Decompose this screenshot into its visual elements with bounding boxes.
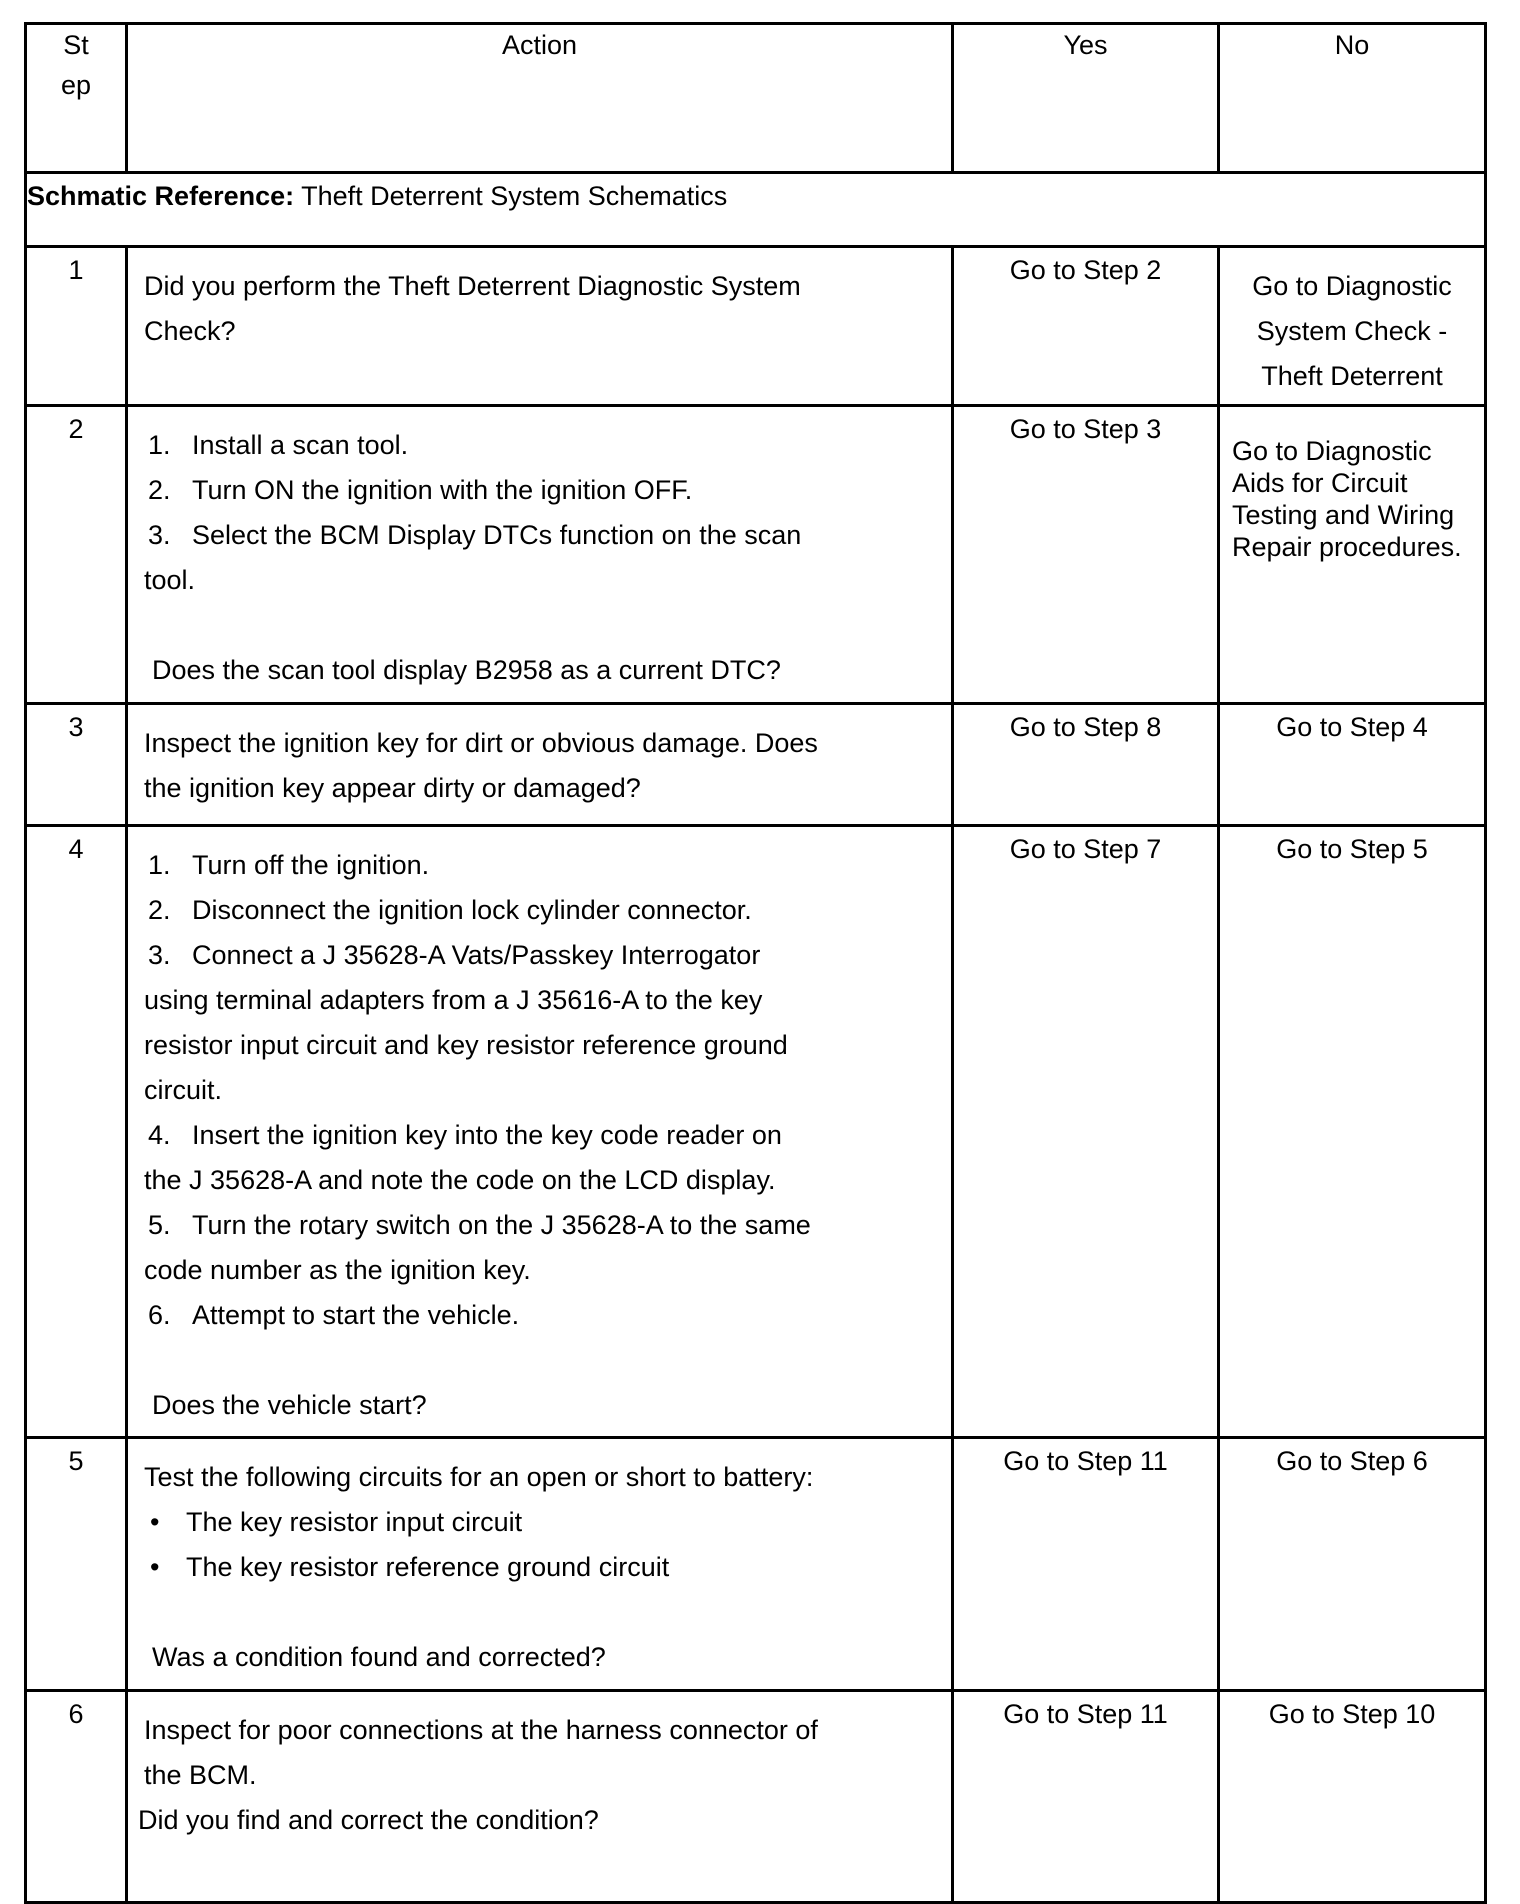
- yes-cell: [953, 1691, 1219, 1903]
- yes-cell: [953, 826, 1219, 1438]
- no-link[interactable]: Go to Diagnostic System Check - Theft Deterrent: [1252, 271, 1452, 391]
- no-link[interactable]: Go to Step 5: [1276, 834, 1428, 864]
- step-number: 3: [26, 704, 127, 826]
- action-question: Did you find and correct the condition?: [138, 1805, 599, 1835]
- step-number: 5: [26, 1438, 127, 1691]
- step-number: 2: [26, 406, 127, 704]
- step-number: 6: [26, 1691, 127, 1903]
- diagnostic-table: [24, 22, 1487, 1904]
- no-cell: [1219, 247, 1486, 406]
- yes-link[interactable]: Go to Step 2: [1009, 255, 1162, 285]
- action-cell: [127, 406, 953, 704]
- no-cell: [1219, 1691, 1486, 1903]
- header-yes: Yes: [953, 24, 1219, 173]
- table-row: [26, 1438, 1486, 1691]
- action-text: Inspect for poor connections at the harness connector of: [144, 1715, 818, 1745]
- table-row: [26, 406, 1486, 704]
- schematic-reference-row: [26, 173, 1486, 247]
- action-text: using terminal adapters from a J 35616-A to the key: [144, 985, 763, 1015]
- list-item: 1. Turn off the ignition.: [148, 850, 430, 880]
- action-question: Does the scan tool display B2958 as a current DTC?: [152, 655, 781, 685]
- no-link[interactable]: Go to Step 4: [1276, 712, 1428, 742]
- bullet-item: • The key resistor input circuit: [150, 1507, 523, 1537]
- action-text: Inspect the ignition key for dirt or obvious damage. Does: [144, 728, 818, 758]
- schematic-reference-link: Theft Deterrent System Schematics: [301, 181, 728, 211]
- no-cell: [1219, 826, 1486, 1438]
- action-text: tool.: [144, 565, 196, 595]
- schematic-reference: [26, 173, 1486, 247]
- table-row: [26, 704, 1486, 826]
- no-cell: [1219, 406, 1486, 704]
- action-text: the J 35628-A and note the code on the LCD display.: [144, 1165, 776, 1195]
- header-row: [26, 24, 1486, 173]
- step-number: 1: [26, 247, 127, 406]
- schematic-reference-label: Schmatic Reference:: [27, 181, 295, 211]
- yes-link[interactable]: Go to Step 7: [1009, 834, 1162, 864]
- action-text: the ignition key appear dirty or damaged?: [144, 773, 641, 803]
- yes-link[interactable]: Go to Step 11: [1003, 1699, 1168, 1729]
- yes-link[interactable]: Go to Step 8: [1009, 712, 1162, 742]
- table-row: [26, 247, 1486, 406]
- action-cell: [127, 826, 953, 1438]
- yes-link[interactable]: Go to Step 3: [1009, 414, 1162, 444]
- no-link[interactable]: Go to Diagnostic Aids for Circuit Testing and Wiring Repair procedures.: [1232, 436, 1462, 562]
- action-cell: [127, 247, 953, 406]
- yes-cell: [953, 1438, 1219, 1691]
- action-text: Test the following circuits for an open or short to battery:: [144, 1462, 814, 1492]
- list-item: 3. Connect a J 35628-A Vats/Passkey Interrogator: [148, 940, 761, 970]
- yes-cell: [953, 704, 1219, 826]
- yes-cell: [953, 247, 1219, 406]
- list-item: 6. Attempt to start the vehicle.: [148, 1300, 520, 1330]
- no-link[interactable]: Go to Step 10: [1268, 1699, 1436, 1729]
- bullet-item: • The key resistor reference ground circuit: [150, 1552, 670, 1582]
- list-item: 3. Select the BCM Display DTCs function on the scan: [148, 520, 802, 550]
- table-row: [26, 826, 1486, 1438]
- header-action: Action: [127, 24, 953, 173]
- list-item: 1. Install a scan tool.: [148, 430, 409, 460]
- action-cell: [127, 704, 953, 826]
- action-cell: [127, 1691, 953, 1903]
- action-text: circuit.: [144, 1075, 223, 1105]
- no-cell: [1219, 704, 1486, 826]
- action-question: Does the vehicle start?: [152, 1390, 427, 1420]
- action-question: Was a condition found and corrected?: [152, 1642, 606, 1672]
- no-link[interactable]: Go to Step 6: [1276, 1446, 1428, 1476]
- action-text: the BCM.: [144, 1760, 257, 1790]
- action-text: Check?: [144, 316, 236, 346]
- list-item: 2. Disconnect the ignition lock cylinder connector.: [148, 895, 752, 925]
- action-text: code number as the ignition key.: [144, 1255, 531, 1285]
- yes-link[interactable]: Go to Step 11: [1003, 1446, 1168, 1476]
- step-number: 4: [26, 826, 127, 1438]
- no-cell: [1219, 1438, 1486, 1691]
- yes-cell: [953, 406, 1219, 704]
- header-step: St ep: [26, 24, 127, 173]
- header-no: No: [1219, 24, 1486, 173]
- action-cell: [127, 1438, 953, 1691]
- action-text: Did you perform the Theft Deterrent Diagnostic System: [144, 271, 801, 301]
- list-item: 4. Insert the ignition key into the key code reader on: [148, 1120, 782, 1150]
- list-item: 2. Turn ON the ignition with the ignition OFF.: [148, 475, 693, 505]
- action-text: resistor input circuit and key resistor reference ground: [144, 1030, 788, 1060]
- list-item: 5. Turn the rotary switch on the J 35628-A to the same: [148, 1210, 811, 1240]
- table-row: [26, 1691, 1486, 1903]
